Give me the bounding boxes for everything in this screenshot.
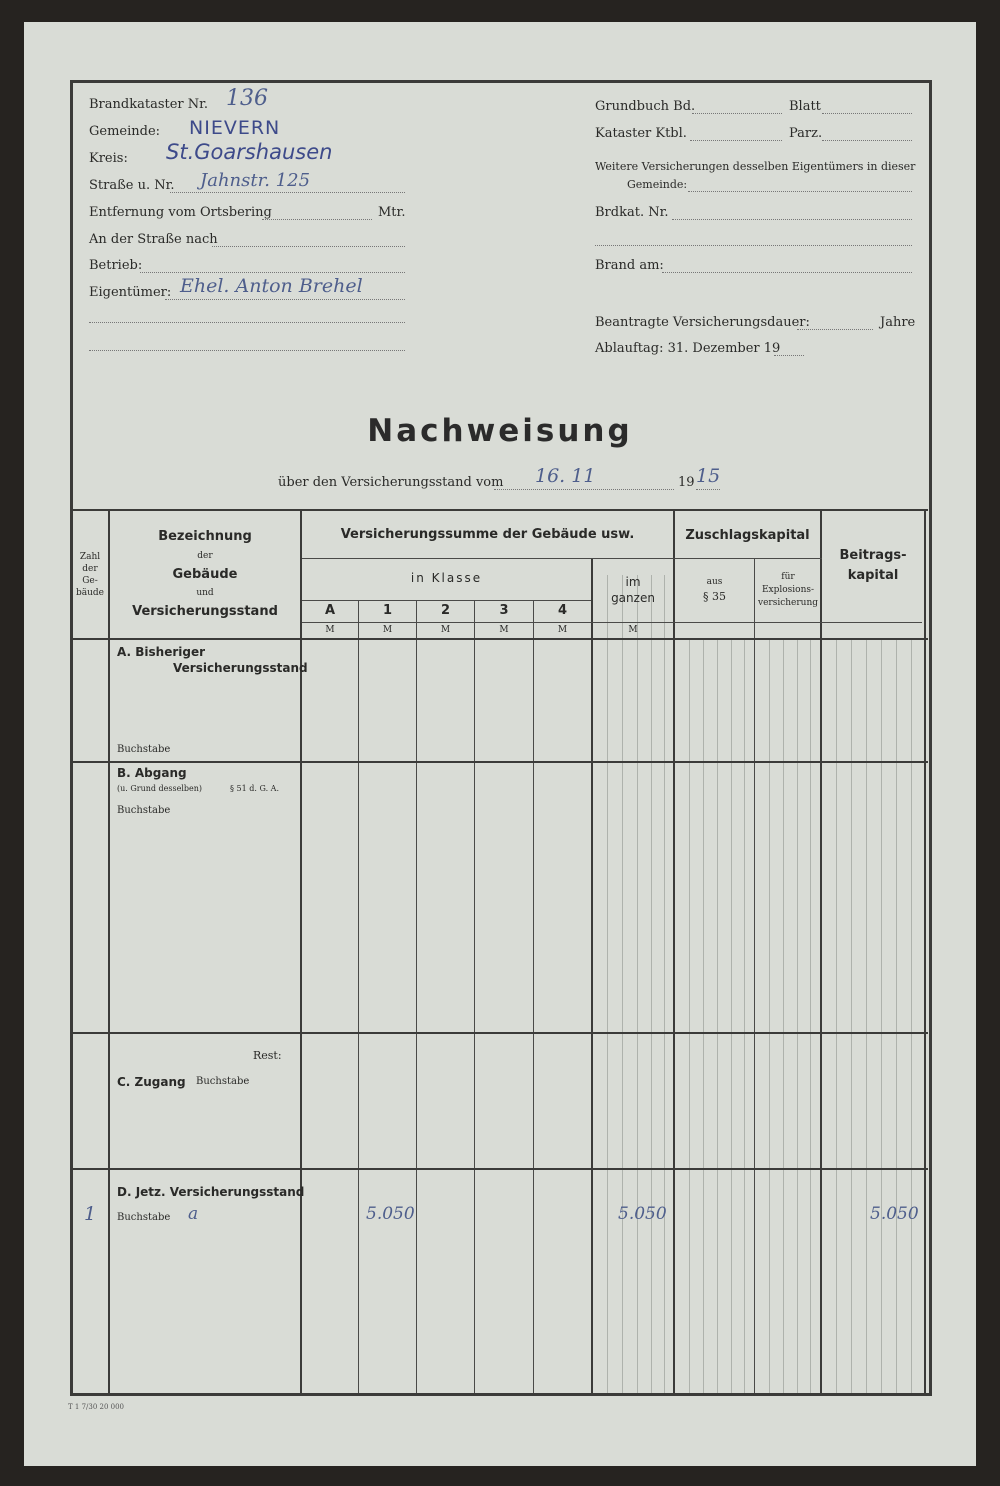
ablauf-dotted-line [774, 355, 804, 356]
ledger-line [637, 575, 638, 1393]
betrieb-label: Betrieb: [89, 258, 143, 273]
ledger-line [836, 640, 837, 1393]
ledger-line [703, 640, 704, 1393]
strasse-label: Straße u. Nr. [89, 178, 175, 193]
grundbuch-label: Grundbuch Bd. [595, 99, 696, 114]
section-rule-a [70, 761, 928, 763]
col-divider-2 [474, 600, 475, 1394]
zahl-header [72, 551, 108, 599]
weitere-dotted-line [688, 191, 912, 192]
date-dotted-line [494, 489, 674, 490]
ledger-line [622, 575, 623, 1393]
section-d-buchstabe: Buchstabe [117, 1212, 171, 1223]
year-dotted-line [696, 489, 720, 490]
ledger-line [607, 575, 608, 1393]
section-b-reason: (u. Grund desselben) [117, 784, 203, 793]
ledger-line [664, 575, 665, 1393]
section-b-paragraph: § 51 d. G. A. [230, 784, 279, 793]
title-subtitle: über den Versicherungsstand vom [278, 475, 504, 490]
entfernung-label: Entfernung vom Ortsbering [89, 205, 272, 220]
ledger-line [851, 640, 852, 1393]
klasse-2-header: 2 [440, 603, 451, 618]
ledger-line [911, 640, 912, 1393]
kreis-stamp: St.Goarshausen [166, 140, 333, 164]
bezeichnung-versicherungsstand: Versicherungsstand [132, 604, 278, 619]
strasse-dotted-line [170, 192, 405, 193]
weitere-line2: Gemeinde: [627, 178, 688, 191]
col-divider-3 [533, 600, 534, 1394]
klasse-1-header: 1 [382, 603, 393, 618]
unit-a: M [325, 625, 335, 635]
year-prefix: 19 [678, 475, 695, 490]
section-a-title: A. Bisheriger [117, 645, 206, 659]
brdkat-dotted-line-2 [595, 245, 912, 246]
date-value: 16. 11 [535, 465, 596, 487]
entfernung-unit: Mtr. [378, 205, 406, 220]
brand-dotted-line [662, 272, 912, 273]
grundbuch-dotted-line [692, 113, 782, 114]
col-divider-zahl [108, 510, 110, 1394]
table-top-rule [70, 509, 928, 511]
kreis-label: Kreis: [89, 151, 128, 166]
ledger-line [651, 575, 652, 1393]
ledger-line [731, 640, 732, 1393]
eigentuemer-value: Ehel. Anton Brehel [180, 275, 363, 297]
bezeichnung-header: Bezeichnung [158, 529, 252, 544]
section-d-buchstabe-value: a [188, 1204, 199, 1224]
fuer-header-1: für [781, 572, 795, 582]
unit-1: M [382, 625, 393, 635]
parz-label: Parz. [789, 126, 823, 141]
versicherungssumme-header: Versicherungssumme der Gebäude usw. [340, 527, 635, 542]
fuer-header-2: Explosions- [761, 585, 815, 595]
section-d-title: D. Jetz. Versicherungsstand [117, 1185, 305, 1199]
ledger-line [881, 640, 882, 1393]
weitere-line1: Weitere Versicherungen desselben Eigentümers in dieser [595, 160, 916, 173]
bezeichnung-und: und [196, 588, 214, 598]
extra-dotted-line-1 [89, 322, 405, 323]
col-divider-bezeichnung [300, 510, 302, 1394]
section-rule-b [70, 1032, 928, 1034]
head-rule-klasse [302, 600, 591, 601]
zahl-header-line: Ge- [82, 576, 98, 586]
col-divider-1 [416, 600, 417, 1394]
col-divider-a [358, 600, 359, 1394]
ledger-line [810, 640, 811, 1393]
section-b-buchstabe: Buchstabe [117, 805, 171, 816]
in-klasse-header: in Klasse [410, 571, 483, 585]
dauer-unit: Jahre [880, 315, 916, 330]
ledger-line [769, 640, 770, 1393]
brandkataster-value: 136 [226, 86, 268, 111]
zahl-header-line: Zahl [79, 552, 101, 562]
print-code: T 1 7/30 20 000 [68, 1403, 125, 1411]
strasse-value: Jahnstr. 125 [200, 170, 311, 191]
section-d-ganzen-value: 5.050 [618, 1204, 667, 1224]
ledger-line [744, 640, 745, 1393]
section-c-buchstabe: Buchstabe [196, 1076, 250, 1087]
brdkat-label: Brdkat. Nr. [595, 205, 669, 220]
document-title: Nachweisung [367, 413, 633, 449]
unit-3: M [499, 625, 509, 635]
col-divider-aus [754, 558, 755, 1394]
zahl-header-line: der [82, 564, 98, 574]
table-bottom-rule [70, 1393, 928, 1395]
kataster-label: Kataster Ktbl. [595, 126, 687, 141]
ledger-line [717, 640, 718, 1393]
ledger-line [689, 640, 690, 1393]
brandkataster-label: Brandkataster Nr. [89, 97, 209, 112]
head-rule-vsumme [302, 558, 822, 559]
section-c-title: C. Zugang [117, 1075, 186, 1089]
extra-dotted-line-2 [89, 350, 405, 351]
entfernung-dotted-line [262, 219, 372, 220]
bezeichnung-gebaeude: Gebäude [172, 567, 238, 582]
section-d-klasse1-value: 5.050 [366, 1204, 415, 1224]
zahl-header-line: bäude [75, 588, 104, 598]
im-ganzen-header-2: ganzen [611, 591, 655, 605]
dauer-label: Beantragte Versicherungsdauer: [595, 315, 810, 330]
kataster-dotted-line [690, 140, 782, 141]
ablauf-label: Ablauftag: 31. Dezember 19 [595, 341, 781, 356]
col-divider-ganzen [673, 510, 675, 1394]
col-divider-4 [591, 558, 593, 1394]
gemeinde-label: Gemeinde: [89, 124, 161, 139]
brand-label: Brand am: [595, 258, 664, 273]
an-der-strasse-label: An der Straße nach [89, 232, 218, 247]
section-d-beitrag-value: 5.050 [870, 1204, 919, 1224]
eigentuemer-dotted-line [165, 299, 405, 300]
section-b-title: B. Abgang [117, 766, 187, 780]
unit-ganzen: M [628, 625, 638, 635]
ledger-line [783, 640, 784, 1393]
unit-4: M [557, 625, 568, 635]
klasse-a-header: A [324, 603, 336, 618]
dauer-dotted-line [797, 329, 873, 330]
bezeichnung-der: der [197, 551, 213, 561]
an-der-strasse-dotted-line [212, 246, 405, 247]
zuschlagskapital-header: Zuschlagskapital [685, 528, 810, 543]
klasse-3-header: 3 [499, 603, 509, 618]
klasse-4-header: 4 [557, 603, 568, 618]
gemeinde-stamp: NIEVERN [189, 117, 281, 139]
im-ganzen-header-1: im [625, 575, 641, 589]
ledger-line [797, 640, 798, 1393]
blatt-dotted-line [822, 113, 912, 114]
year-value: 15 [696, 465, 721, 487]
parz-dotted-line [822, 140, 912, 141]
brdkat-dotted-line [672, 219, 912, 220]
eigentuemer-label: Eigentümer: [89, 285, 172, 300]
fuer-header-3: versicherung [757, 598, 819, 608]
aus-header-2: § 35 [703, 590, 726, 603]
unit-2: M [440, 625, 451, 635]
section-a-buchstabe: Buchstabe [117, 744, 171, 755]
aus-header-1: aus [706, 577, 723, 587]
blatt-label: Blatt [789, 99, 821, 114]
section-a-subtitle: Versicherungsstand [173, 661, 308, 675]
head-bottom-rule [70, 638, 928, 640]
col-divider-fuer [820, 510, 822, 1394]
ledger-line [896, 640, 897, 1393]
section-rule-c [70, 1168, 928, 1170]
beitragskapital-header-1: Beitrags- [839, 548, 907, 563]
ledger-line [866, 640, 867, 1393]
section-b-rest: Rest: [253, 1049, 282, 1062]
section-d-zahl: 1 [84, 1203, 97, 1225]
betrieb-dotted-line [140, 272, 405, 273]
head-rule-classes [302, 622, 922, 623]
table-right-edge [924, 510, 926, 1395]
beitragskapital-header-2: kapital [847, 568, 899, 583]
